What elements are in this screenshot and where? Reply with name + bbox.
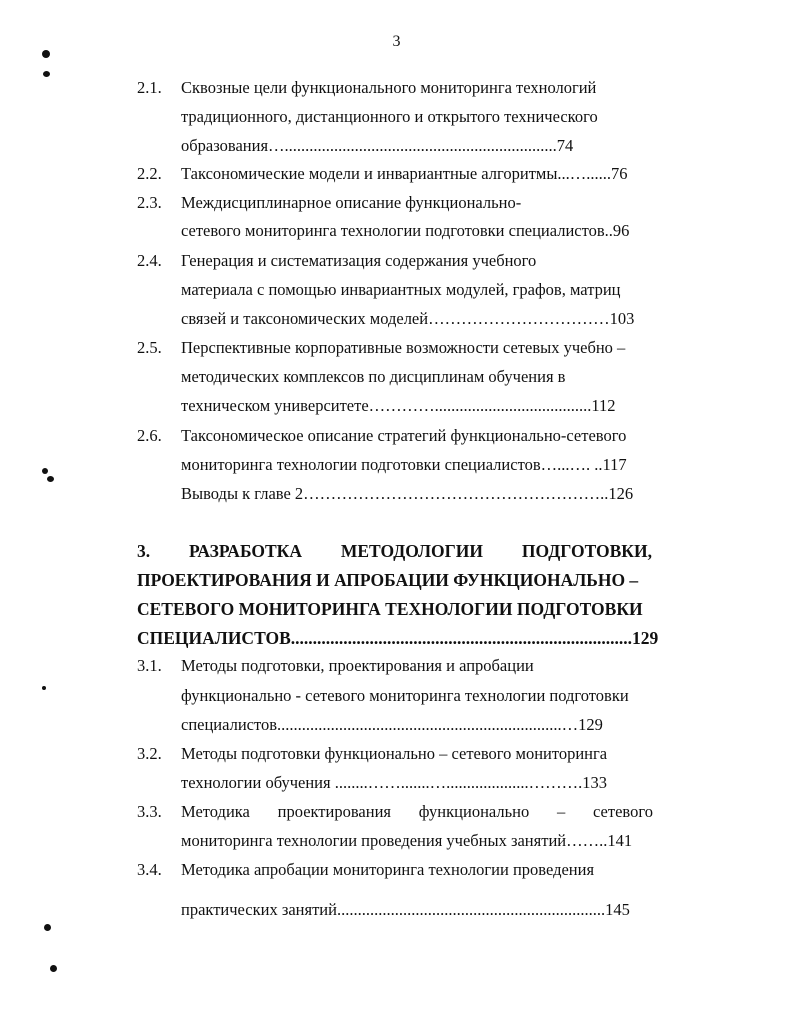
chapter-3-heading-line-3: СЕТЕВОГО МОНИТОРИНГА ТЕХНОЛОГИИ ПОДГОТОВКИ xyxy=(137,599,643,619)
section-title-line: традиционного, дистанционного и открытого технического xyxy=(181,107,598,126)
heading-word: РАЗРАБОТКА xyxy=(188,541,303,561)
section-number: 3.4. xyxy=(137,860,162,879)
scan-speck xyxy=(42,50,50,58)
scan-speck xyxy=(47,476,54,482)
title-word: проектирования xyxy=(277,802,391,821)
section-number: 2.3. xyxy=(137,193,162,212)
section-title-line: практических занятий.................................................................145 xyxy=(181,900,630,919)
section-title-line: сетевого мониторинга технологии подготовки специалистов..96 xyxy=(181,221,630,240)
scan-speck xyxy=(42,468,48,474)
section-title-line: связей и таксономических моделей……………………………103 xyxy=(181,309,635,328)
section-title-line: методических комплексов по дисциплинам обучения в xyxy=(181,367,566,386)
title-word: Методика xyxy=(181,802,250,821)
section-number: 3.3. xyxy=(137,802,162,821)
chapter-3-heading-line-4: СПЕЦИАЛИСТОВ..............................................................................129 xyxy=(137,628,659,648)
chapter-3-heading-line-2: ПРОЕКТИРОВАНИЯ И АПРОБАЦИИ ФУНКЦИОНАЛЬНО – xyxy=(137,570,639,590)
title-word: функционально xyxy=(418,802,530,821)
section-title-line: Междисциплинарное описание функционально- xyxy=(181,193,522,212)
scan-speck xyxy=(50,965,57,972)
section-title-line: Таксономическое описание стратегий функционально-сетевого xyxy=(181,426,627,445)
section-title-line: Генерация и систематизация содержания учебного xyxy=(181,251,537,270)
section-number: 2.2. xyxy=(137,164,162,183)
section-number: 2.4. xyxy=(137,251,162,270)
section-title-line: Таксономические модели и инвариантные алгоритмы...…......76 xyxy=(181,164,628,183)
section-title-line: материала с помощью инвариантных модулей, графов, матриц xyxy=(181,280,621,299)
section-number: 2.6. xyxy=(137,426,162,445)
title-word: сетевого xyxy=(593,802,653,821)
section-title-line: Выводы к главе 2………………………………………………..126 xyxy=(181,484,634,503)
section-title-line: функционально - сетевого мониторинга технологии подготовки xyxy=(181,686,629,705)
section-title-line xyxy=(181,802,653,822)
section-title-line: техническом университете…………......................................112 xyxy=(181,396,616,415)
heading-word: ПОДГОТОВКИ, xyxy=(521,541,652,561)
section-title-line: специалистов.....................................................................…129 xyxy=(181,715,603,734)
section-title-line: Методы подготовки, проектирования и апробации xyxy=(181,656,534,675)
chapter-number: 3. xyxy=(137,541,151,561)
title-word: – xyxy=(557,802,566,821)
scan-speck xyxy=(43,71,50,77)
section-title-line: мониторинга технологии проведения учебных занятий……..141 xyxy=(181,831,633,850)
section-number: 3.2. xyxy=(137,744,162,763)
section-title-line: Перспективные корпоративные возможности сетевых учебно – xyxy=(181,338,626,357)
heading-word: МЕТОДОЛОГИИ xyxy=(340,541,484,561)
scan-speck xyxy=(42,686,46,690)
scan-speck xyxy=(44,924,51,931)
section-title-line: технологии обучения ........…….......…....................……….133 xyxy=(181,773,607,792)
section-number: 3.1. xyxy=(137,656,162,675)
section-number: 2.1. xyxy=(137,78,162,97)
section-title-line: мониторинга технологии подготовки специалистов…...…. ..117 xyxy=(181,455,627,474)
chapter-3-heading-line-1 xyxy=(137,541,652,561)
section-title-line: образования…..................................................................74 xyxy=(181,136,574,155)
page-number: 3 xyxy=(392,33,401,50)
section-title-line: Методы подготовки функционально – сетевого мониторинга xyxy=(181,744,608,763)
section-number: 2.5. xyxy=(137,338,162,357)
section-title-line: Методика апробации мониторинга технологии проведения xyxy=(181,860,595,879)
section-title-line: Сквозные цели функционального мониторинга технологий xyxy=(181,78,597,97)
